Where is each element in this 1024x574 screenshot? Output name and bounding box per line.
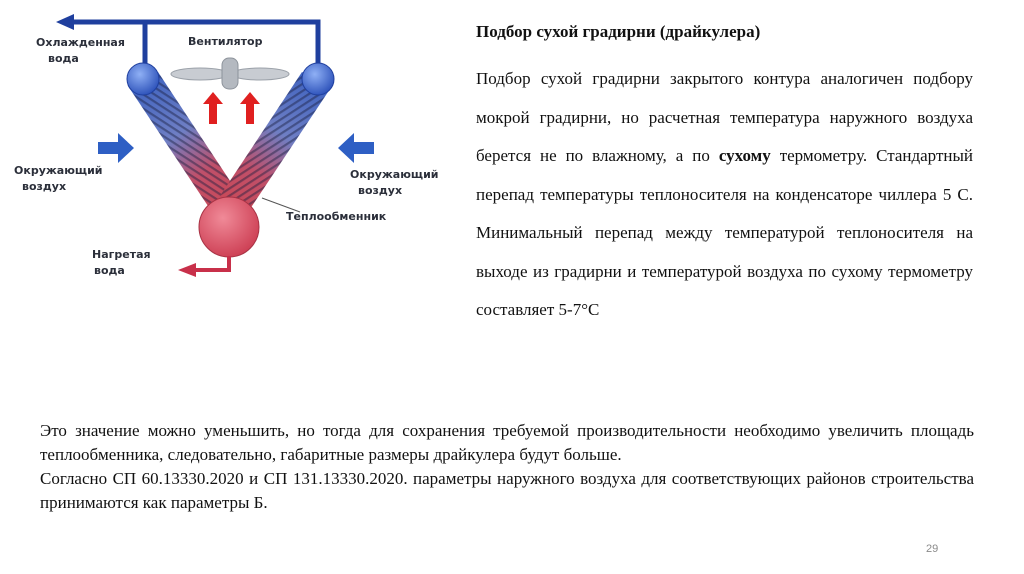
page-number: 29 <box>926 543 939 555</box>
label-ambient-air-left-line1: Окружающий <box>14 164 103 177</box>
slide-title: Подбор сухой градирни (драйкулера) <box>476 22 761 41</box>
bottom-paragraph-2: Согласно СП 60.13330.2020 и СП 131.13330.2020. параметры наружного воздуха для соответствующих районов строительства принимаются как параметры Б. <box>40 469 974 512</box>
ambient-air-right-arrow-icon <box>338 133 374 163</box>
main-paragraph-bold: сухому <box>718 146 771 165</box>
bottom-text <box>40 419 974 515</box>
fan-icon <box>171 58 289 89</box>
hot-water-arrow-icon <box>178 263 196 277</box>
label-hot-water-line1: Нагретая <box>92 248 151 261</box>
main-paragraph-part1: Подбор сухой градирни закрытого контура аналогичен подбору мокрой градирни, но расчетная температура наружного воздуха берется не по влажному, а по <box>476 69 973 165</box>
label-fan: Вентилятор <box>188 35 263 48</box>
dry-cooler-diagram <box>0 0 460 300</box>
bottom-paragraph-1: Это значение можно уменьшить, но тогда для сохранения требуемой производительности необходимо увеличить площадь теплообменника, следовательно, габаритные размеры драйкулера будут больше. <box>40 421 974 464</box>
hot-water-pipe <box>178 256 229 277</box>
label-ambient-air-right-line2: воздух <box>358 184 403 197</box>
label-ambient-air-right-line1: Окружающий <box>350 168 439 181</box>
cold-water-arrow-icon <box>56 14 74 30</box>
main-paragraph <box>476 60 973 330</box>
right-header-icon <box>302 63 334 95</box>
label-ambient-air-left-line2: воздух <box>22 180 67 193</box>
hot-air-up-arrows-icon <box>203 92 260 124</box>
label-cold-water-line1: Охлажденная <box>36 36 125 49</box>
main-paragraph-part2: термометру. Стандартный перепад температуры теплоносителя на конденсаторе чиллера 5 С. Минимальный перепад между температурой теплоносителя на выходе из градирни и температурой воздуха по сухому термометру составляет 5-7°С <box>476 146 973 319</box>
heat-exchanger-vessel-icon <box>199 197 259 257</box>
label-cold-water-line2: вода <box>48 52 79 65</box>
label-hot-water-line2: вода <box>94 264 125 277</box>
left-header-icon <box>127 63 159 95</box>
ambient-air-left-arrow-icon <box>98 133 134 163</box>
heat-exchanger-coils <box>128 72 332 212</box>
label-heat-exchanger: Теплообменник <box>286 210 387 223</box>
